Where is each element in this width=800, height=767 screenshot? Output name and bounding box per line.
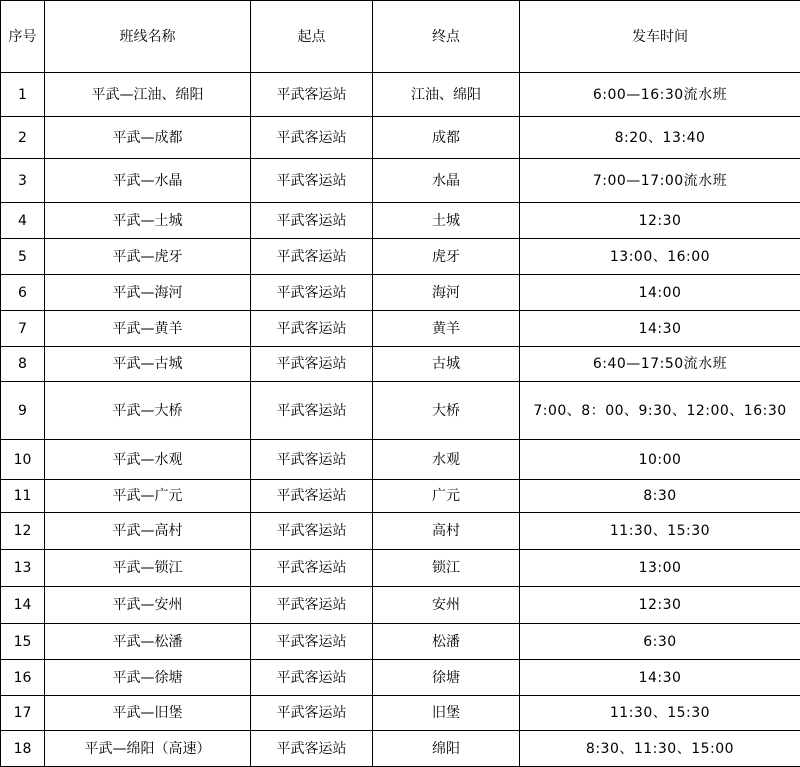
cell-origin: 平武客运站 [251,275,373,311]
cell-origin: 平武客运站 [251,73,373,117]
cell-route: 平武—黄羊 [45,311,251,347]
cell-route: 平武—高村 [45,513,251,550]
cell-origin: 平武客运站 [251,117,373,159]
cell-no: 9 [1,382,45,440]
cell-no: 3 [1,159,45,203]
cell-route: 平武—旧堡 [45,696,251,731]
cell-destination: 安州 [373,587,520,624]
cell-origin: 平武客运站 [251,382,373,440]
cell-time: 14:30 [520,311,800,347]
cell-no: 18 [1,731,45,767]
cell-destination: 成都 [373,117,520,159]
table-row [1,117,800,159]
cell-route: 平武—徐塘 [45,660,251,696]
cell-route: 平武—锁江 [45,550,251,587]
cell-route: 平武—成都 [45,117,251,159]
cell-time: 12:30 [520,203,800,239]
cell-origin: 平武客运站 [251,587,373,624]
cell-origin: 平武客运站 [251,440,373,480]
cell-route: 平武—绵阳（高速） [45,731,251,767]
cell-destination: 古城 [373,347,520,382]
cell-destination: 广元 [373,480,520,513]
cell-time: 7:00、8：00、9:30、12:00、16:30 [520,382,800,440]
table-row [1,624,800,660]
table-row [1,382,800,440]
table-row [1,550,800,587]
cell-route: 平武—水观 [45,440,251,480]
cell-time: 12:30 [520,587,800,624]
table-row [1,203,800,239]
header-origin: 起点 [251,1,373,73]
header-no: 序号 [1,1,45,73]
cell-time: 6:40—17:50流水班 [520,347,800,382]
cell-destination: 虎牙 [373,239,520,275]
cell-route: 平武—古城 [45,347,251,382]
table-row [1,480,800,513]
table-row [1,311,800,347]
cell-origin: 平武客运站 [251,624,373,660]
cell-time: 6:30 [520,624,800,660]
header-departure: 发车时间 [520,1,800,73]
table-row [1,73,800,117]
cell-route: 平武—江油、绵阳 [45,73,251,117]
cell-destination: 江油、绵阳 [373,73,520,117]
cell-no: 8 [1,347,45,382]
table-row [1,347,800,382]
table-row [1,159,800,203]
cell-time: 6:00—16:30流水班 [520,73,800,117]
table-row [1,731,800,767]
cell-route: 平武—安州 [45,587,251,624]
cell-no: 15 [1,624,45,660]
cell-origin: 平武客运站 [251,696,373,731]
cell-time: 14:30 [520,660,800,696]
table-row [1,587,800,624]
table-row [1,239,800,275]
header-route: 班线名称 [45,1,251,73]
cell-destination: 黄羊 [373,311,520,347]
cell-no: 5 [1,239,45,275]
cell-time: 13:00、16:00 [520,239,800,275]
cell-no: 7 [1,311,45,347]
cell-destination: 大桥 [373,382,520,440]
cell-origin: 平武客运站 [251,731,373,767]
cell-time: 11:30、15:30 [520,696,800,731]
cell-origin: 平武客运站 [251,203,373,239]
cell-destination: 绵阳 [373,731,520,767]
cell-route: 平武—松潘 [45,624,251,660]
cell-origin: 平武客运站 [251,159,373,203]
table-row [1,660,800,696]
table-row [1,275,800,311]
table-row [1,513,800,550]
cell-destination: 水晶 [373,159,520,203]
cell-time: 8:30 [520,480,800,513]
cell-destination: 海河 [373,275,520,311]
cell-origin: 平武客运站 [251,513,373,550]
cell-origin: 平武客运站 [251,480,373,513]
cell-destination: 锁江 [373,550,520,587]
cell-route: 平武—土城 [45,203,251,239]
cell-no: 1 [1,73,45,117]
cell-destination: 高村 [373,513,520,550]
cell-route: 平武—水晶 [45,159,251,203]
cell-destination: 水观 [373,440,520,480]
cell-destination: 旧堡 [373,696,520,731]
header-destination: 终点 [373,1,520,73]
cell-time: 10:00 [520,440,800,480]
cell-time: 14:00 [520,275,800,311]
cell-no: 6 [1,275,45,311]
cell-no: 4 [1,203,45,239]
cell-time: 8:30、11:30、15:00 [520,731,800,767]
cell-time: 7:00—17:00流水班 [520,159,800,203]
cell-destination: 松潘 [373,624,520,660]
cell-time: 11:30、15:30 [520,513,800,550]
cell-no: 12 [1,513,45,550]
cell-no: 17 [1,696,45,731]
cell-origin: 平武客运站 [251,311,373,347]
cell-route: 平武—海河 [45,275,251,311]
cell-origin: 平武客运站 [251,239,373,275]
cell-no: 2 [1,117,45,159]
cell-route: 平武—虎牙 [45,239,251,275]
table-row [1,440,800,480]
cell-origin: 平武客运站 [251,347,373,382]
table-row [1,696,800,731]
cell-time: 8:20、13:40 [520,117,800,159]
cell-no: 10 [1,440,45,480]
cell-no: 14 [1,587,45,624]
cell-route: 平武—广元 [45,480,251,513]
cell-no: 13 [1,550,45,587]
cell-destination: 徐塘 [373,660,520,696]
cell-origin: 平武客运站 [251,660,373,696]
cell-destination: 土城 [373,203,520,239]
cell-no: 11 [1,480,45,513]
cell-route: 平武—大桥 [45,382,251,440]
cell-origin: 平武客运站 [251,550,373,587]
table-header-row [1,1,800,73]
cell-no: 16 [1,660,45,696]
cell-time: 13:00 [520,550,800,587]
